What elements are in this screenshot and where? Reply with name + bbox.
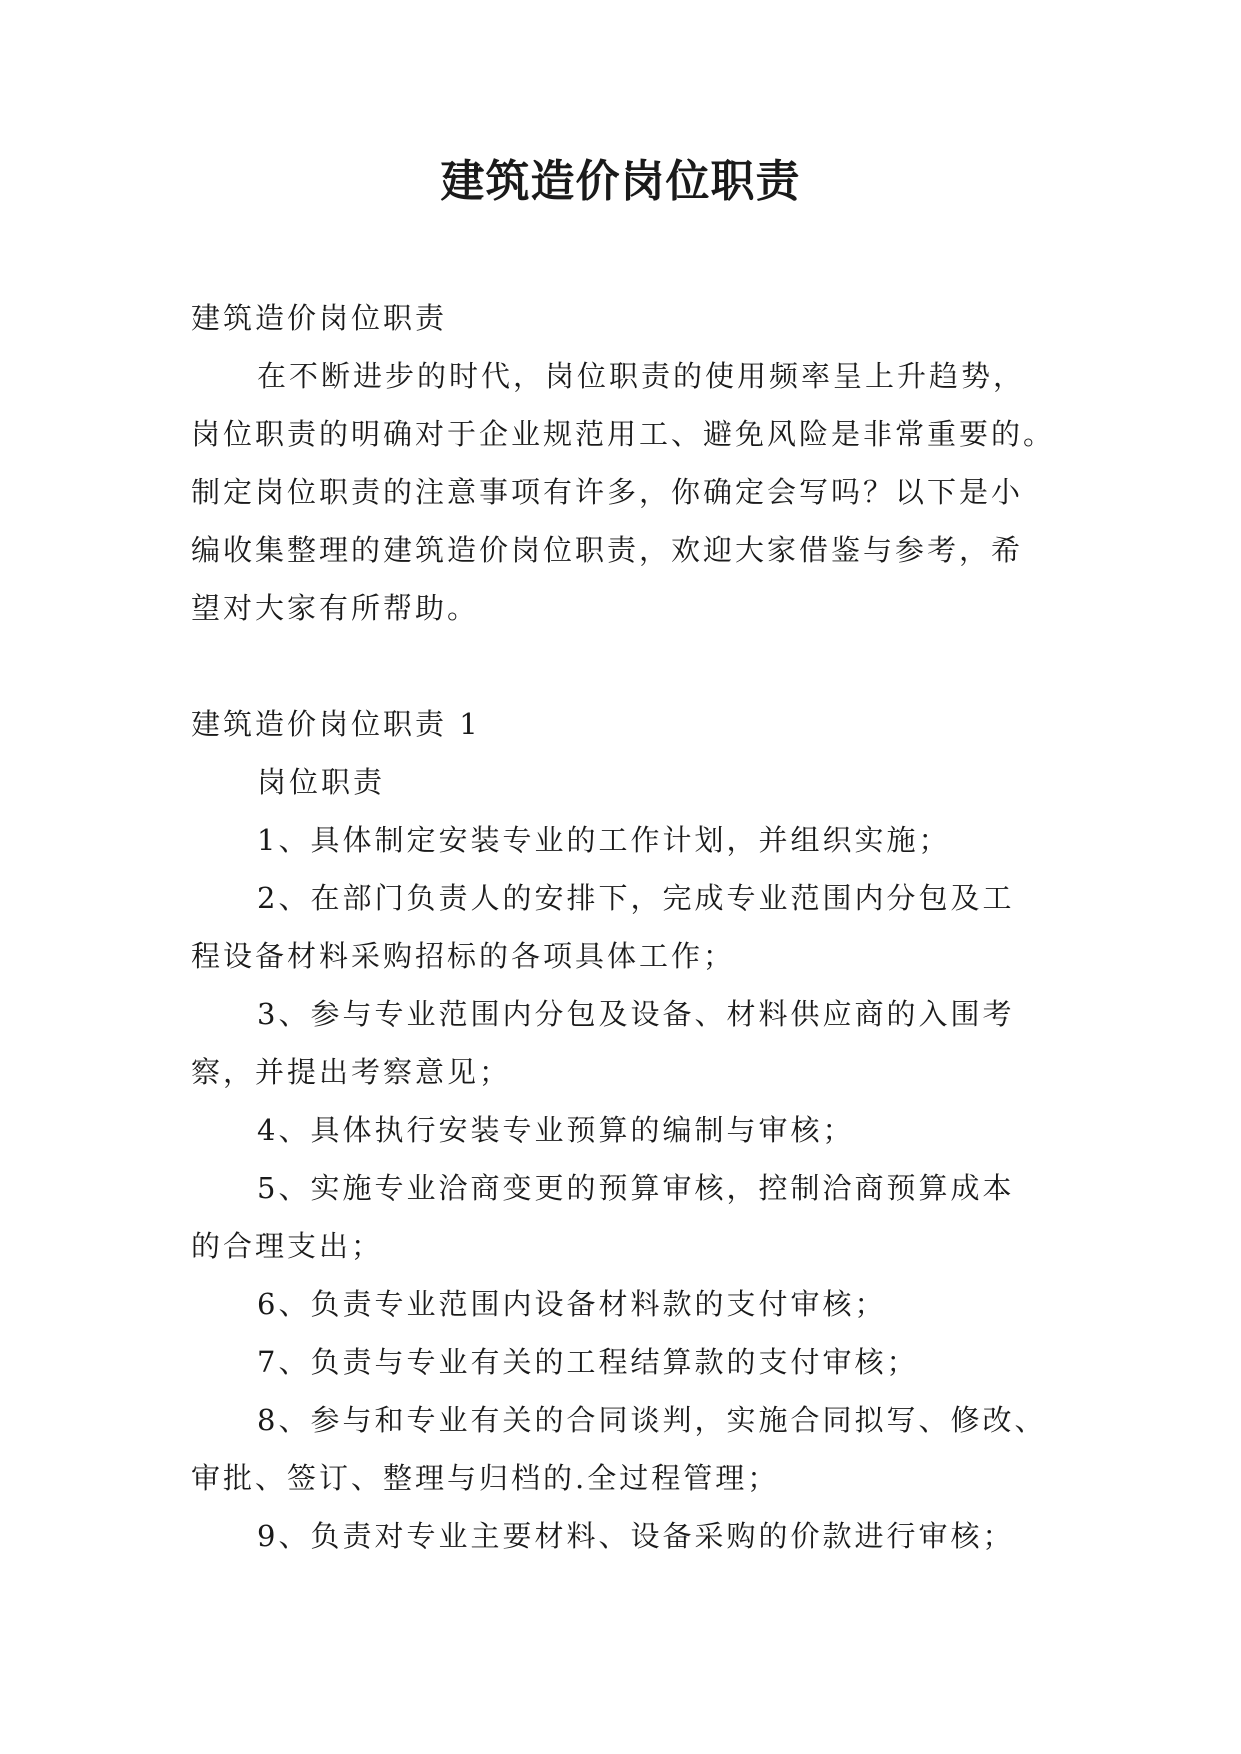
intro-paragraph — [191, 347, 1061, 637]
section-heading: 建筑造价岗位职责 1 — [191, 707, 481, 741]
intro-line: 在不断进步的时代，岗位职责的使用频率呈上升趋势， — [257, 359, 1026, 393]
paragraph-gap — [191, 637, 1061, 695]
intro-line: 制定岗位职责的注意事项有许多，你确定会写吗？以下是小 — [191, 475, 1024, 509]
duty-item-text: 5、实施专业洽商变更的预算审核，控制洽商预算成本 — [257, 1171, 1015, 1205]
intro-line: 岗位职责的明确对于企业规范用工、避免风险是非常重要的。 — [191, 417, 1056, 451]
intro-line: 编收集整理的建筑造价岗位职责，欢迎大家借鉴与参考，希 — [191, 533, 1024, 567]
duty-item-text: 2、在部门负责人的安排下，完成专业范围内分包及工 — [257, 881, 1015, 915]
duty-item — [191, 1159, 1061, 1275]
duty-item-text: 6、负责专业范围内设备材料款的支付审核； — [257, 1287, 887, 1321]
duty-item-text: 1、具体制定安装专业的工作计划，并组织实施； — [257, 823, 951, 857]
duty-item — [191, 1101, 1061, 1159]
duty-list — [191, 811, 1061, 1565]
intro-line: 望对大家有所帮助。 — [191, 591, 480, 625]
duty-item-continuation: 审批、签订、整理与归档的.全过程管理； — [191, 1461, 780, 1495]
duty-item — [191, 869, 1061, 985]
duty-item-text: 7、负责与专业有关的工程结算款的支付审核； — [257, 1345, 919, 1379]
duty-item — [191, 985, 1061, 1101]
duty-item-continuation: 察，并提出考察意见； — [191, 1055, 512, 1089]
duty-item — [191, 811, 1061, 869]
duty-item-continuation: 程设备材料采购招标的各项具体工作； — [191, 939, 736, 973]
duty-item-text: 4、具体执行安装专业预算的编制与审核； — [257, 1113, 855, 1147]
document-title: 建筑造价岗位职责 — [440, 156, 801, 207]
duty-item-text: 8、参与和专业有关的合同谈判，实施合同拟写、修改、 — [257, 1403, 1047, 1437]
duty-item — [191, 1333, 1061, 1391]
duty-item-text: 9、负责对专业主要材料、设备采购的价款进行审核； — [257, 1519, 1015, 1553]
duty-item-text: 3、参与专业范围内分包及设备、材料供应商的入围考 — [257, 997, 1015, 1031]
duty-item — [191, 1507, 1061, 1565]
section-label: 岗位职责 — [257, 765, 386, 799]
duty-item — [191, 1275, 1061, 1333]
duty-item — [191, 1391, 1061, 1507]
document-subtitle: 建筑造价岗位职责 — [191, 301, 448, 335]
document-body — [191, 289, 1061, 1565]
duty-item-continuation: 的合理支出； — [191, 1229, 384, 1263]
